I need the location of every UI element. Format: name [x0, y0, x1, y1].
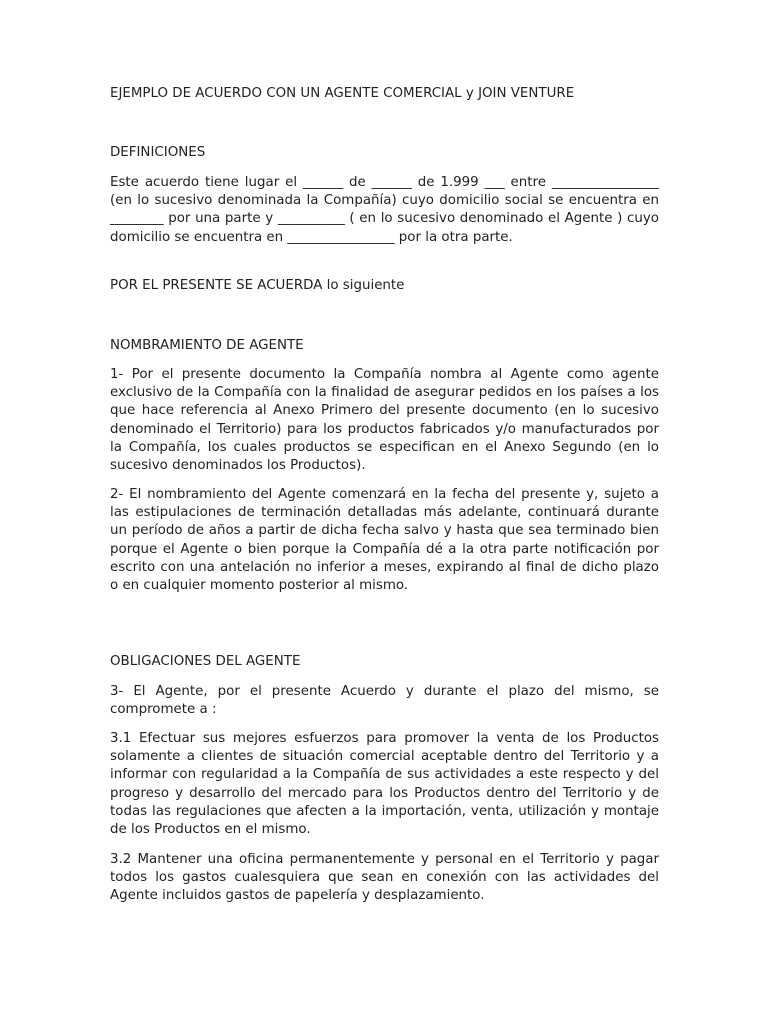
section-heading-definiciones: DEFINICIONES: [110, 145, 206, 160]
paragraph-acuerda: POR EL PRESENTE SE ACUERDA lo siguiente: [110, 278, 405, 293]
paragraph-3-2: 3.2 Mantener una oficina permanentemente y personal en el Territorio y pagar todos los gastos cualesquiera que sean en conexión con las actividades del Agente incluidos gastos de papelería y desplazamiento.: [110, 852, 659, 904]
section-heading-nombramiento: NOMBRAMIENTO DE AGENTE: [110, 338, 304, 353]
paragraph-2: 2- El nombramiento del Agente comenzará en la fecha del presente y, sujeto a las estipulaciones de terminación detalladas más adelante, continuará durante un período de años a partir de dicha fecha salvo y hasta que sea terminado bien porque el Agente o bien porque la Compañía dé a la otra parte notificación por escrito con una antelación no inferior a meses, expirando al final de dicho plazo o en cualquier momento posterior al mismo.: [110, 487, 659, 594]
paragraph-1: 1- Por el presente documento la Compañía nombra al Agente como agente exclusivo de la Compañía con la finalidad de asegurar pedidos en los países a los que hace referencia al Anexo Primero del presente documento (en lo sucesivo denominado el Territorio) para los productos fabricados y/o manufacturados por la Compañía, los cuales productos se especifican en el Anexo Segundo (en lo sucesivo denominados los Productos).: [110, 367, 659, 474]
paragraph-intro: Este acuerdo tiene lugar el ______ de ______ de 1.999 ___ entre ________________ (en lo sucesivo denominada la Compañía) cuyo domicilio social se encuentra en ________ por una parte y __________ ( en lo sucesivo denominado el Agente ) cuyo domicilio se encuentra en ________________ por la otra parte.: [110, 175, 659, 245]
paragraph-3-1: 3.1 Efectuar sus mejores esfuerzos para promover la venta de los Productos solamente a clientes de situación comercial aceptable dentro del Territorio y a informar con regularidad a la Compañía de sus actividades a este respecto y del progreso y desarrollo del mercado para los Productos dentro del Territorio y de todas las regulaciones que afecten a la importación, venta, utilización y montaje de los Productos en el mismo.: [110, 731, 659, 838]
paragraph-3: 3- El Agente, por el presente Acuerdo y durante el plazo del mismo, se compromete a :: [110, 684, 659, 718]
document-title: EJEMPLO DE ACUERDO CON UN AGENTE COMERCIAL y JOIN VENTURE: [110, 86, 575, 101]
section-heading-obligaciones: OBLIGACIONES DEL AGENTE: [110, 654, 301, 669]
